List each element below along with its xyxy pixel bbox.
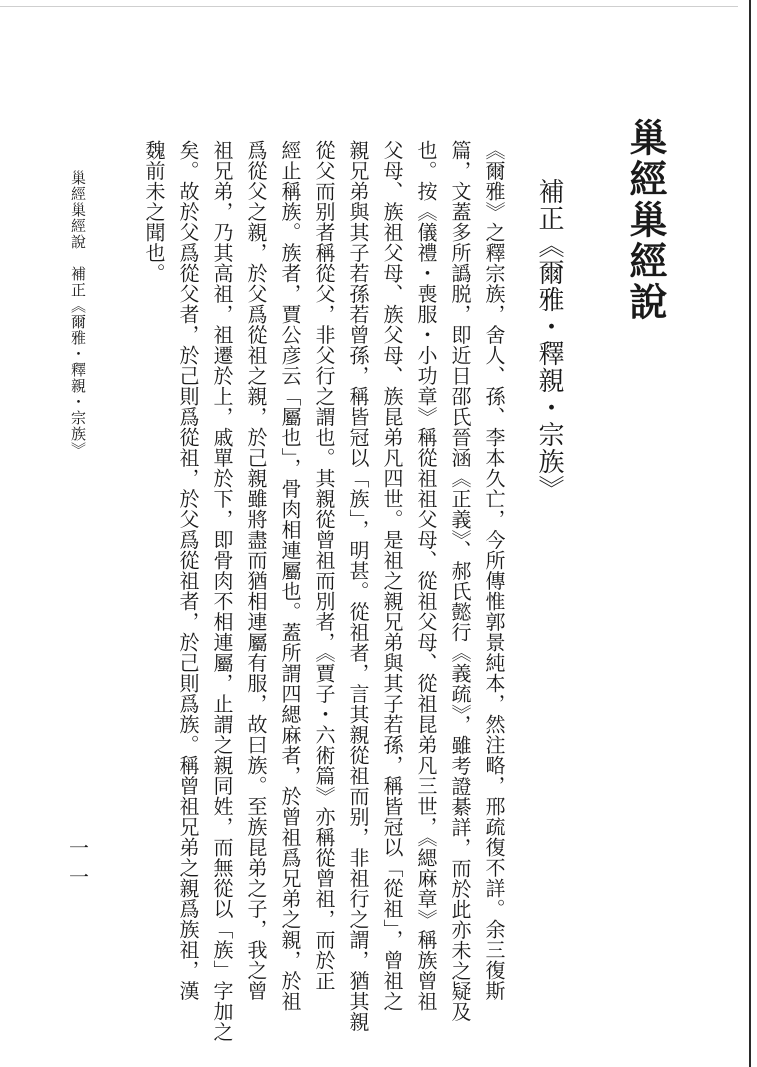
body-column-7: 經止稱族。族者，賈公彦云「屬也」，骨肉相連屬也。蓋所謂四緦麻者，於曾祖爲兄弟之親，於祖 — [278, 140, 302, 1012]
section-subtitle: 補正《爾雅・釋親・宗族》 — [534, 178, 564, 502]
body-column-9: 祖兄弟，乃其高祖，祖遷於上，戚單於下，即骨肉不相連屬，止謂之親同姓，而無從以「族」字加之 — [210, 140, 234, 1042]
body-column-8: 爲從父之親，於父爲從祖之親，於己親雖將盡而猶相連屬有服，故曰族。至族昆弟之子，我之曾 — [244, 140, 268, 1001]
scan-edge-right — [749, 0, 751, 1067]
body-column-6: 從父而别者稱從父，非父行之謂也。其親從曾祖而別者，《賈子・六術篇》亦稱從曾祖，而於正 — [312, 140, 336, 991]
running-header: 巢經巢經說 補正《爾雅・釋親・宗族》 — [69, 170, 87, 458]
body-column-11: 魏前未之聞也。 — [142, 140, 166, 284]
page-number: 一一 — [69, 836, 89, 889]
body-column-3: 也。按《儀禮・喪服・小功章》稱從祖祖父母、從祖父母、從祖昆弟凡三世，《緦麻章》稱族曾祖 — [414, 140, 438, 1012]
body-column-4: 父母、族祖父母、族父母、族昆弟凡四世。是祖之親兄弟與其子若孫，稱皆冠以「從祖」，曾祖之 — [380, 140, 404, 1012]
scan-edge-top — [0, 6, 738, 7]
body-column-1: 《爾雅》之釋宗族，舍人、孫、李本久亡，今所傳惟郭景純本，然注略，邢疏復不詳。余三復斯 — [482, 140, 506, 1001]
book-title: 巢經巢經說 — [623, 118, 668, 323]
body-column-2: 篇，文蓋多所譌脱，即近日邵氏晉涵《正義》、郝氏懿行《義疏》，雖考證綦詳，而於此亦未之疑及 — [448, 140, 472, 1022]
body-column-10: 矣。故於父爲從父者，於己則爲從祖，於父爲從祖者，於己則爲族。稱曾祖兄弟之親爲族祖，漢 — [176, 140, 200, 1001]
body-column-5: 親兄弟與其子若孫若曾孫，稱皆冠以「族」，明甚。從祖者，言其親從祖而别，非祖行之謂，猶其親 — [346, 140, 370, 1032]
